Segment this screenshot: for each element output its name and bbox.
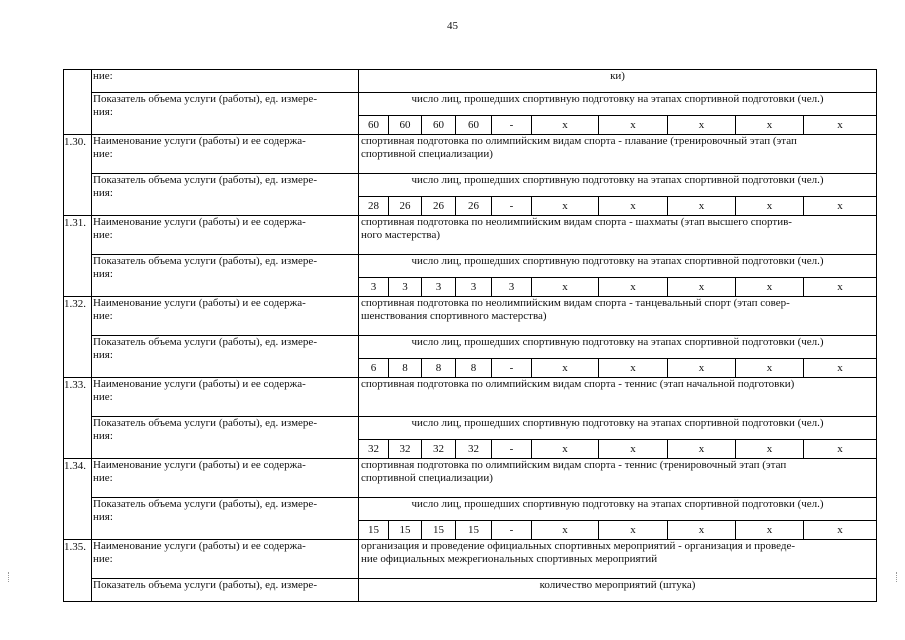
value-cell: 60	[359, 116, 389, 135]
indicator-label: Показатель объема услуги (работы), ед. измере- ния:	[92, 417, 359, 459]
value-cell: 26	[389, 197, 422, 216]
service-name-label: ние:	[92, 70, 359, 93]
value-cell: х	[599, 116, 668, 135]
table-row-indicator	[64, 336, 877, 359]
service-name-content: ки)	[359, 70, 877, 93]
indicator-unit: число лиц, прошедших спортивную подготовку на этапах спортивной подготовки (чел.)	[359, 255, 877, 278]
value-cell: х	[736, 359, 804, 378]
table-row-name	[64, 216, 877, 255]
row-number: 1.31.	[64, 216, 92, 297]
value-cell: х	[599, 521, 668, 540]
service-name-content: спортивная подготовка по неолимпийским видам спорта - танцевальный спорт (этап совер- шенствования спортивного мастерства)	[359, 297, 877, 336]
indicator-label: Показатель объема услуги (работы), ед. измере- ния:	[92, 255, 359, 297]
value-cell: х	[668, 116, 736, 135]
indicator-unit: число лиц, прошедших спортивную подготовку на этапах спортивной подготовки (чел.)	[359, 417, 877, 440]
indicator-unit: количество мероприятий (штука)	[359, 579, 877, 602]
table-row-indicator	[64, 498, 877, 521]
value-cell: х	[804, 278, 877, 297]
service-name-content: спортивная подготовка по олимпийским видам спорта - теннис (этап начальной подготовки)	[359, 378, 877, 417]
value-cell: х	[736, 440, 804, 459]
value-cell: 8	[456, 359, 492, 378]
value-cell: 6	[359, 359, 389, 378]
table-row-indicator	[64, 93, 877, 116]
table-row-name	[64, 378, 877, 417]
service-name-content: спортивная подготовка по олимпийским видам спорта - плавание (тренировочный этап (этап спортивной специализации)	[359, 135, 877, 174]
row-number: 1.33.	[64, 378, 92, 459]
value-cell: 15	[456, 521, 492, 540]
value-cell: -	[492, 197, 532, 216]
value-cell: 32	[359, 440, 389, 459]
value-cell: 26	[422, 197, 456, 216]
service-name-label: Наименование услуги (работы) и ее содержа- ние:	[92, 135, 359, 174]
value-cell: х	[668, 521, 736, 540]
service-name-label: Наименование услуги (работы) и ее содержа- ние:	[92, 297, 359, 336]
value-cell: 15	[359, 521, 389, 540]
value-cell: 8	[389, 359, 422, 378]
left-edge-mark	[8, 572, 9, 582]
value-cell: -	[492, 359, 532, 378]
value-cell: 28	[359, 197, 389, 216]
value-cell: 3	[492, 278, 532, 297]
row-number: 1.34.	[64, 459, 92, 540]
value-cell: 3	[359, 278, 389, 297]
value-cell: х	[668, 359, 736, 378]
service-name-label: Наименование услуги (работы) и ее содержа- ние:	[92, 540, 359, 579]
value-cell: х	[736, 521, 804, 540]
value-cell: х	[532, 440, 599, 459]
value-cell: х	[668, 197, 736, 216]
table-row-name	[64, 297, 877, 336]
service-name-label: Наименование услуги (работы) и ее содержа- ние:	[92, 459, 359, 498]
value-cell: х	[599, 197, 668, 216]
value-cell: х	[599, 359, 668, 378]
service-name-content: организация и проведение официальных спортивных мероприятий - организация и проведе- ние официальных межрегиональных спортивных мероприятий	[359, 540, 877, 579]
table-row-indicator	[64, 417, 877, 440]
value-cell: х	[736, 197, 804, 216]
value-cell: 8	[422, 359, 456, 378]
value-cell: х	[804, 197, 877, 216]
value-cell: х	[668, 278, 736, 297]
value-cell: 60	[422, 116, 456, 135]
services-table	[63, 69, 877, 602]
indicator-unit: число лиц, прошедших спортивную подготовку на этапах спортивной подготовки (чел.)	[359, 93, 877, 116]
table-row-name	[64, 459, 877, 498]
service-name-label: Наименование услуги (работы) и ее содержа- ние:	[92, 216, 359, 255]
value-cell: 3	[389, 278, 422, 297]
value-cell: х	[804, 116, 877, 135]
value-cell: -	[492, 116, 532, 135]
right-edge-mark	[896, 572, 897, 582]
table-row-name	[64, 540, 877, 579]
service-name-content: спортивная подготовка по неолимпийским видам спорта - шахматы (этап высшего спортив- ного мастерства)	[359, 216, 877, 255]
indicator-label: Показатель объема услуги (работы), ед. измере- ния:	[92, 498, 359, 540]
value-cell: х	[532, 278, 599, 297]
value-cell: 32	[456, 440, 492, 459]
table-row-indicator	[64, 174, 877, 197]
table-row-name	[64, 70, 877, 93]
value-cell: х	[804, 440, 877, 459]
indicator-label: Показатель объема услуги (работы), ед. измере- ния:	[92, 336, 359, 378]
indicator-unit: число лиц, прошедших спортивную подготовку на этапах спортивной подготовки (чел.)	[359, 498, 877, 521]
value-cell: -	[492, 521, 532, 540]
value-cell: 3	[422, 278, 456, 297]
table-row-indicator	[64, 255, 877, 278]
table-row-indicator	[64, 579, 877, 602]
value-cell: х	[736, 278, 804, 297]
value-cell: х	[599, 278, 668, 297]
indicator-unit: число лиц, прошедших спортивную подготовку на этапах спортивной подготовки (чел.)	[359, 174, 877, 197]
value-cell: х	[532, 359, 599, 378]
indicator-unit: число лиц, прошедших спортивную подготовку на этапах спортивной подготовки (чел.)	[359, 336, 877, 359]
value-cell: х	[736, 116, 804, 135]
value-cell: х	[532, 521, 599, 540]
page-number: 45	[447, 20, 458, 32]
value-cell: 15	[422, 521, 456, 540]
value-cell: х	[599, 440, 668, 459]
value-cell: 15	[389, 521, 422, 540]
value-cell: х	[804, 359, 877, 378]
value-cell: 60	[456, 116, 492, 135]
row-number: 1.30.	[64, 135, 92, 216]
value-cell: 32	[422, 440, 456, 459]
indicator-label: Показатель объема услуги (работы), ед. измере-	[92, 579, 359, 602]
value-cell: х	[532, 116, 599, 135]
value-cell: 26	[456, 197, 492, 216]
row-number: 1.32.	[64, 297, 92, 378]
table-row-name	[64, 135, 877, 174]
value-cell: 60	[389, 116, 422, 135]
row-number: 1.35.	[64, 540, 92, 602]
indicator-label: Показатель объема услуги (работы), ед. измере- ния:	[92, 93, 359, 135]
value-cell: 3	[456, 278, 492, 297]
value-cell: х	[668, 440, 736, 459]
indicator-label: Показатель объема услуги (работы), ед. измере- ния:	[92, 174, 359, 216]
service-name-content: спортивная подготовка по олимпийским видам спорта - теннис (тренировочный этап (этап спортивной специализации)	[359, 459, 877, 498]
service-name-label: Наименование услуги (работы) и ее содержа- ние:	[92, 378, 359, 417]
value-cell: х	[532, 197, 599, 216]
row-number	[64, 70, 92, 135]
value-cell: -	[492, 440, 532, 459]
value-cell: х	[804, 521, 877, 540]
value-cell: 32	[389, 440, 422, 459]
